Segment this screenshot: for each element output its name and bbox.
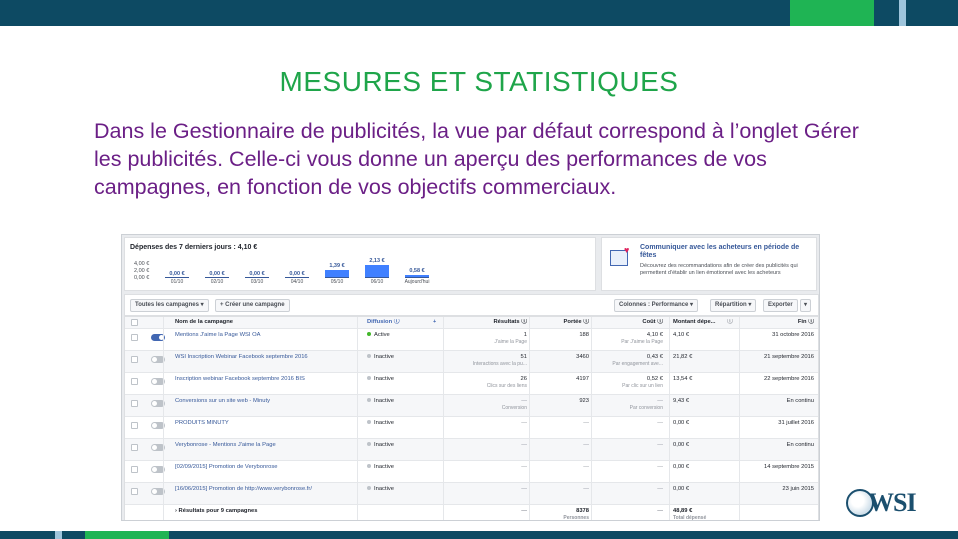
results-cell-value: —	[521, 420, 527, 426]
status-dot-icon	[367, 354, 371, 358]
spend-bar-value: 0,58 €	[409, 267, 425, 274]
reach-cell-value: 923	[579, 398, 589, 404]
results-cell	[445, 354, 527, 368]
spend-bar-baseline	[285, 277, 309, 278]
amount-cell	[673, 354, 739, 361]
total-results-value: —	[521, 508, 527, 514]
wsi-logo	[846, 486, 938, 520]
column-divider	[529, 317, 530, 521]
cost-cell-value: —	[657, 420, 663, 426]
column-divider	[591, 317, 592, 521]
bottom-banner-blue-accent	[55, 531, 62, 539]
bottom-banner-green-accent	[85, 531, 169, 539]
end-cell	[743, 376, 814, 383]
end-cell-value: 31 octobre 2016	[772, 332, 814, 338]
column-divider	[669, 317, 670, 521]
amount-cell-value: 0,00 €	[673, 442, 690, 448]
promo-text: Découvrez des recommandations afin de créer des publicités qui permettent d’établir un lien émotionnel avec les acheteurs	[640, 263, 798, 276]
diffusion-status	[367, 354, 447, 361]
results-cell-value: 1	[523, 332, 527, 338]
row-checkbox[interactable]	[131, 466, 138, 473]
reach-cell-value: 188	[579, 332, 589, 338]
campaign-name-value: [02/09/2015] Promotion de Verybonrose	[175, 464, 278, 470]
total-cost	[593, 508, 663, 515]
end-cell	[743, 420, 814, 427]
reach-cell	[531, 420, 589, 427]
add-column-icon[interactable]: +	[433, 319, 437, 325]
total-reach	[531, 508, 589, 521]
reach-cell-value: —	[583, 464, 589, 470]
spend-bar-date: 05/10	[330, 279, 344, 285]
amount-cell-value: 0,00 €	[673, 420, 690, 426]
spend-bar[interactable]	[245, 254, 269, 285]
col-header-reach[interactable]: Portée ⓘ	[563, 319, 589, 325]
status-text: Inactive	[374, 486, 394, 492]
row-checkbox[interactable]	[131, 356, 138, 363]
column-divider	[739, 317, 740, 521]
status-text: Inactive	[374, 464, 394, 470]
end-cell-value: En continu	[786, 398, 814, 404]
results-cell-value: —	[521, 442, 527, 448]
spend-bar[interactable]	[205, 254, 229, 285]
status-dot-icon	[367, 442, 371, 446]
column-divider	[357, 317, 358, 521]
campaign-name-value: PRODUITS MINUTY	[175, 420, 229, 426]
amount-cell	[673, 398, 739, 405]
results-cell	[445, 332, 527, 346]
spend-bar-baseline	[405, 277, 429, 278]
reach-cell	[531, 354, 589, 361]
logo-text: WSI	[868, 488, 916, 517]
table-row[interactable]	[125, 351, 818, 373]
amount-cell-value: 9,43 €	[673, 398, 690, 404]
top-banner	[0, 0, 958, 26]
end-cell-value: En continu	[786, 442, 814, 448]
ads-manager-screenshot	[121, 234, 820, 521]
campaign-name-value: Mentions J'aime la Page WSI OA	[175, 332, 261, 338]
select-all-checkbox[interactable]	[131, 319, 138, 326]
diffusion-status	[367, 442, 447, 449]
columns-dropdown[interactable]: Colonnes : Performance ▾	[614, 299, 698, 312]
total-results	[445, 508, 527, 515]
diffusion-status	[367, 376, 447, 383]
campaign-name[interactable]	[175, 398, 353, 405]
amount-cell	[673, 420, 739, 427]
end-cell-value: 21 septembre 2016	[764, 354, 814, 360]
col-header-cost[interactable]: Coût ⓘ	[642, 319, 663, 325]
spend-bar-chart	[165, 254, 455, 288]
cost-cell-sub: Par engagement ave...	[612, 361, 663, 367]
total-label[interactable]	[175, 508, 353, 515]
cost-cell	[593, 464, 663, 471]
spend-bar-date: 06/10	[370, 279, 384, 285]
y-tick: 0,00 €	[134, 275, 150, 281]
results-cell-sub: J'aime la Page	[494, 339, 527, 345]
amount-cell-value: 21,82 €	[673, 354, 693, 360]
spend-bar[interactable]	[325, 254, 349, 285]
end-cell	[743, 398, 814, 405]
cost-cell-value: —	[657, 464, 663, 470]
amount-cell-value: 4,10 €	[673, 332, 690, 338]
spend-bar-baseline	[205, 277, 229, 278]
all-campaigns-dropdown[interactable]: Toutes les campagnes ▾	[130, 299, 209, 312]
results-cell-sub: Clics sur des liens	[486, 383, 527, 389]
reach-cell	[531, 486, 589, 493]
row-checkbox[interactable]	[131, 400, 138, 407]
results-cell-sub: Interactions avec la pu...	[472, 361, 527, 367]
results-cell-sub: Conversion	[501, 405, 527, 411]
spend-bar-value: 2,13 €	[369, 258, 385, 265]
results-cell	[445, 398, 527, 412]
spend-bar[interactable]	[165, 254, 189, 285]
reach-cell	[531, 332, 589, 339]
col-header-amount[interactable]: Montant dépe...	[673, 319, 716, 325]
amount-cell	[673, 376, 739, 383]
table-row[interactable]	[125, 417, 818, 439]
end-cell-value: 31 juillet 2016	[778, 420, 814, 426]
results-cell-value: —	[521, 486, 527, 492]
reach-cell	[531, 376, 589, 383]
results-cell	[445, 464, 527, 471]
spend-bar-value: 0,00 €	[209, 271, 225, 277]
table-row[interactable]	[125, 373, 818, 395]
results-cell	[445, 376, 527, 390]
table-row[interactable]	[125, 461, 818, 483]
reach-cell-value: 3460	[576, 354, 589, 360]
breakdown-dropdown[interactable]: Répartition ▾	[710, 299, 756, 312]
spend-bar-baseline	[365, 277, 389, 278]
total-reach-value: 8378	[576, 508, 589, 514]
end-cell	[743, 354, 814, 361]
create-campaign-button[interactable]: + Créer une campagne	[215, 299, 290, 312]
row-checkbox[interactable]	[131, 488, 138, 495]
spend-bar-date: 02/10	[210, 279, 224, 285]
results-cell-value: —	[521, 464, 527, 470]
table-row[interactable]	[125, 329, 818, 351]
end-cell-value: 23 juin 2015	[782, 486, 814, 492]
reach-cell	[531, 442, 589, 449]
spend-bar-date: 04/10	[290, 279, 304, 285]
end-cell	[743, 442, 814, 449]
spend-bar-date: 03/10	[250, 279, 264, 285]
status-text: Active	[374, 332, 390, 338]
results-cell-value: —	[521, 398, 527, 404]
cost-cell-value: 4,10 €	[646, 332, 663, 338]
spend-bar-baseline	[165, 277, 189, 278]
amount-cell	[673, 442, 739, 449]
cost-cell	[593, 486, 663, 493]
campaign-name[interactable]	[175, 354, 353, 361]
status-text: Inactive	[374, 398, 394, 404]
column-divider	[163, 317, 164, 521]
results-cell-value: 51	[520, 354, 527, 360]
cost-cell-value: 0,43 €	[646, 354, 663, 360]
table-header-row	[125, 317, 818, 329]
campaign-name-value: WSI Inscription Webinar Facebook septembre 2016	[175, 354, 308, 360]
reach-cell	[531, 464, 589, 471]
diffusion-status	[367, 332, 447, 339]
cost-cell	[593, 420, 663, 427]
spend-bar-date: 01/10	[170, 279, 184, 285]
total-amount	[673, 508, 739, 521]
campaign-name-value: Conversions sur un site web - Minuty	[175, 398, 271, 404]
cost-cell	[593, 442, 663, 449]
y-tick: 4,00 €	[134, 261, 150, 267]
campaign-name[interactable]	[175, 486, 353, 493]
campaign-name[interactable]	[175, 464, 353, 471]
amount-cell	[673, 464, 739, 471]
col-header-results[interactable]: Résultats ⓘ	[493, 319, 527, 325]
cost-cell	[593, 398, 663, 412]
total-amount-sub: Total dépensé	[673, 515, 707, 521]
reach-cell-value: 4197	[576, 376, 589, 382]
column-divider	[443, 317, 444, 521]
table-total-row	[125, 505, 818, 521]
status-text: Inactive	[374, 420, 394, 426]
end-cell	[743, 486, 814, 493]
cost-cell	[593, 332, 663, 346]
campaign-name-value: [16/06/2015] Promotion de http://www.verybonrose.fr/	[175, 486, 312, 492]
end-cell-value: 22 septembre 2016	[764, 376, 814, 382]
spend-bar[interactable]	[285, 254, 309, 285]
top-banner-green-accent	[790, 0, 874, 26]
total-reach-sub: Personnes	[563, 515, 589, 521]
campaign-name[interactable]	[175, 442, 353, 449]
status-dot-icon	[367, 332, 371, 336]
reach-cell	[531, 398, 589, 405]
table-row[interactable]	[125, 395, 818, 417]
reach-cell-value: —	[583, 486, 589, 492]
amount-cell-value: 0,00 €	[673, 486, 690, 492]
row-checkbox[interactable]	[131, 422, 138, 429]
cost-cell	[593, 354, 663, 368]
status-text: Inactive	[374, 442, 394, 448]
spend-bar[interactable]	[365, 254, 389, 285]
table-row[interactable]	[125, 439, 818, 461]
spend-bar-value: 0,00 €	[249, 271, 265, 277]
cost-cell-sub: Par conversion	[629, 405, 663, 411]
spend-bar-baseline	[325, 277, 349, 278]
campaign-toolbar	[124, 294, 819, 316]
end-cell	[743, 464, 814, 471]
status-text: Inactive	[374, 376, 394, 382]
slide-title: MESURES ET STATISTIQUES	[279, 66, 679, 97]
campaign-name[interactable]	[175, 332, 353, 339]
campaign-table	[124, 316, 819, 521]
amount-cell-value: 13,54 €	[673, 376, 693, 382]
top-banner-blue-accent	[899, 0, 906, 26]
slide-body-text: Dans le Gestionnaire de publicités, la vue par défaut correspond à l’onglet Gérer les publicités. Celle-ci vous donne un aperçu des performances de vos campagnes, en fonction de vos objectifs commerciaux.	[94, 119, 859, 199]
results-cell	[445, 420, 527, 427]
campaign-name-value: Verybonrose - Mentions J'aime la Page	[175, 442, 276, 448]
promo-title[interactable]: Communiquer avec les acheteurs en période de fêtes	[640, 244, 800, 259]
spend-summary-panel	[124, 237, 596, 291]
amount-cell	[673, 332, 739, 339]
col-header-name[interactable]: Nom de la campagne	[175, 319, 233, 325]
spend-bar-date: Aujourd'hui	[404, 279, 430, 285]
results-cell	[445, 442, 527, 449]
table-row[interactable]	[125, 483, 818, 505]
status-dot-icon	[367, 420, 371, 424]
row-checkbox[interactable]	[131, 378, 138, 385]
end-cell-value: 14 septembre 2015	[764, 464, 814, 470]
campaign-name-value: Inscription webinar Facebook septembre 2016 BIS	[175, 376, 305, 382]
spend-header: Dépenses des 7 derniers jours : 4,10 €	[130, 244, 258, 251]
diffusion-status	[367, 420, 447, 427]
cost-cell-value: —	[657, 486, 663, 492]
bottom-banner	[0, 531, 958, 539]
spend-bar-value: 1,39 €	[329, 262, 345, 269]
cost-cell-value: 0,52 €	[646, 376, 663, 382]
status-dot-icon	[367, 398, 371, 402]
total-amount-value: 48,89 €	[673, 508, 693, 514]
diffusion-status	[367, 464, 447, 471]
status-text: Inactive	[374, 354, 394, 360]
cost-cell-sub: Par clic sur un lien	[622, 383, 663, 389]
end-cell	[743, 332, 814, 339]
cost-cell	[593, 376, 663, 390]
diffusion-status	[367, 486, 447, 493]
promo-card[interactable]	[601, 237, 817, 291]
col-header-end[interactable]: Fin ⓘ	[797, 319, 814, 325]
spend-bar-baseline	[245, 277, 269, 278]
cost-cell-sub: Par J'aime la Page	[621, 339, 663, 345]
amount-cell	[673, 486, 739, 493]
spend-bar[interactable]	[404, 254, 430, 285]
spend-bar-value: 0,00 €	[169, 271, 185, 277]
y-tick: 2,00 €	[134, 268, 150, 274]
heart-icon: ♥	[624, 245, 630, 255]
spend-bar-value: 0,00 €	[289, 271, 305, 277]
status-dot-icon	[367, 464, 371, 468]
campaign-name[interactable]	[175, 420, 353, 427]
export-button[interactable]: Exporter	[763, 299, 798, 312]
row-checkbox[interactable]	[131, 334, 138, 341]
reach-cell-value: —	[583, 442, 589, 448]
col-header-diffusion[interactable]: Diffusion ⓘ	[367, 319, 400, 325]
amount-cell-value: 0,00 €	[673, 464, 690, 470]
cost-cell-value: —	[657, 442, 663, 448]
results-cell-value: 26	[520, 376, 527, 382]
cost-cell-value: —	[657, 398, 663, 404]
amount-info-icon[interactable]: ⓘ	[727, 319, 733, 325]
status-dot-icon	[367, 486, 371, 490]
row-checkbox[interactable]	[131, 444, 138, 451]
campaign-name[interactable]	[175, 376, 353, 383]
export-dropdown-arrow[interactable]: ▾	[800, 299, 811, 312]
reach-cell-value: —	[583, 420, 589, 426]
results-cell	[445, 486, 527, 493]
total-cost-value: —	[657, 508, 663, 514]
diffusion-status	[367, 398, 447, 405]
status-dot-icon	[367, 376, 371, 380]
total-label-value: › Résultats pour 9 campagnes	[175, 508, 258, 514]
